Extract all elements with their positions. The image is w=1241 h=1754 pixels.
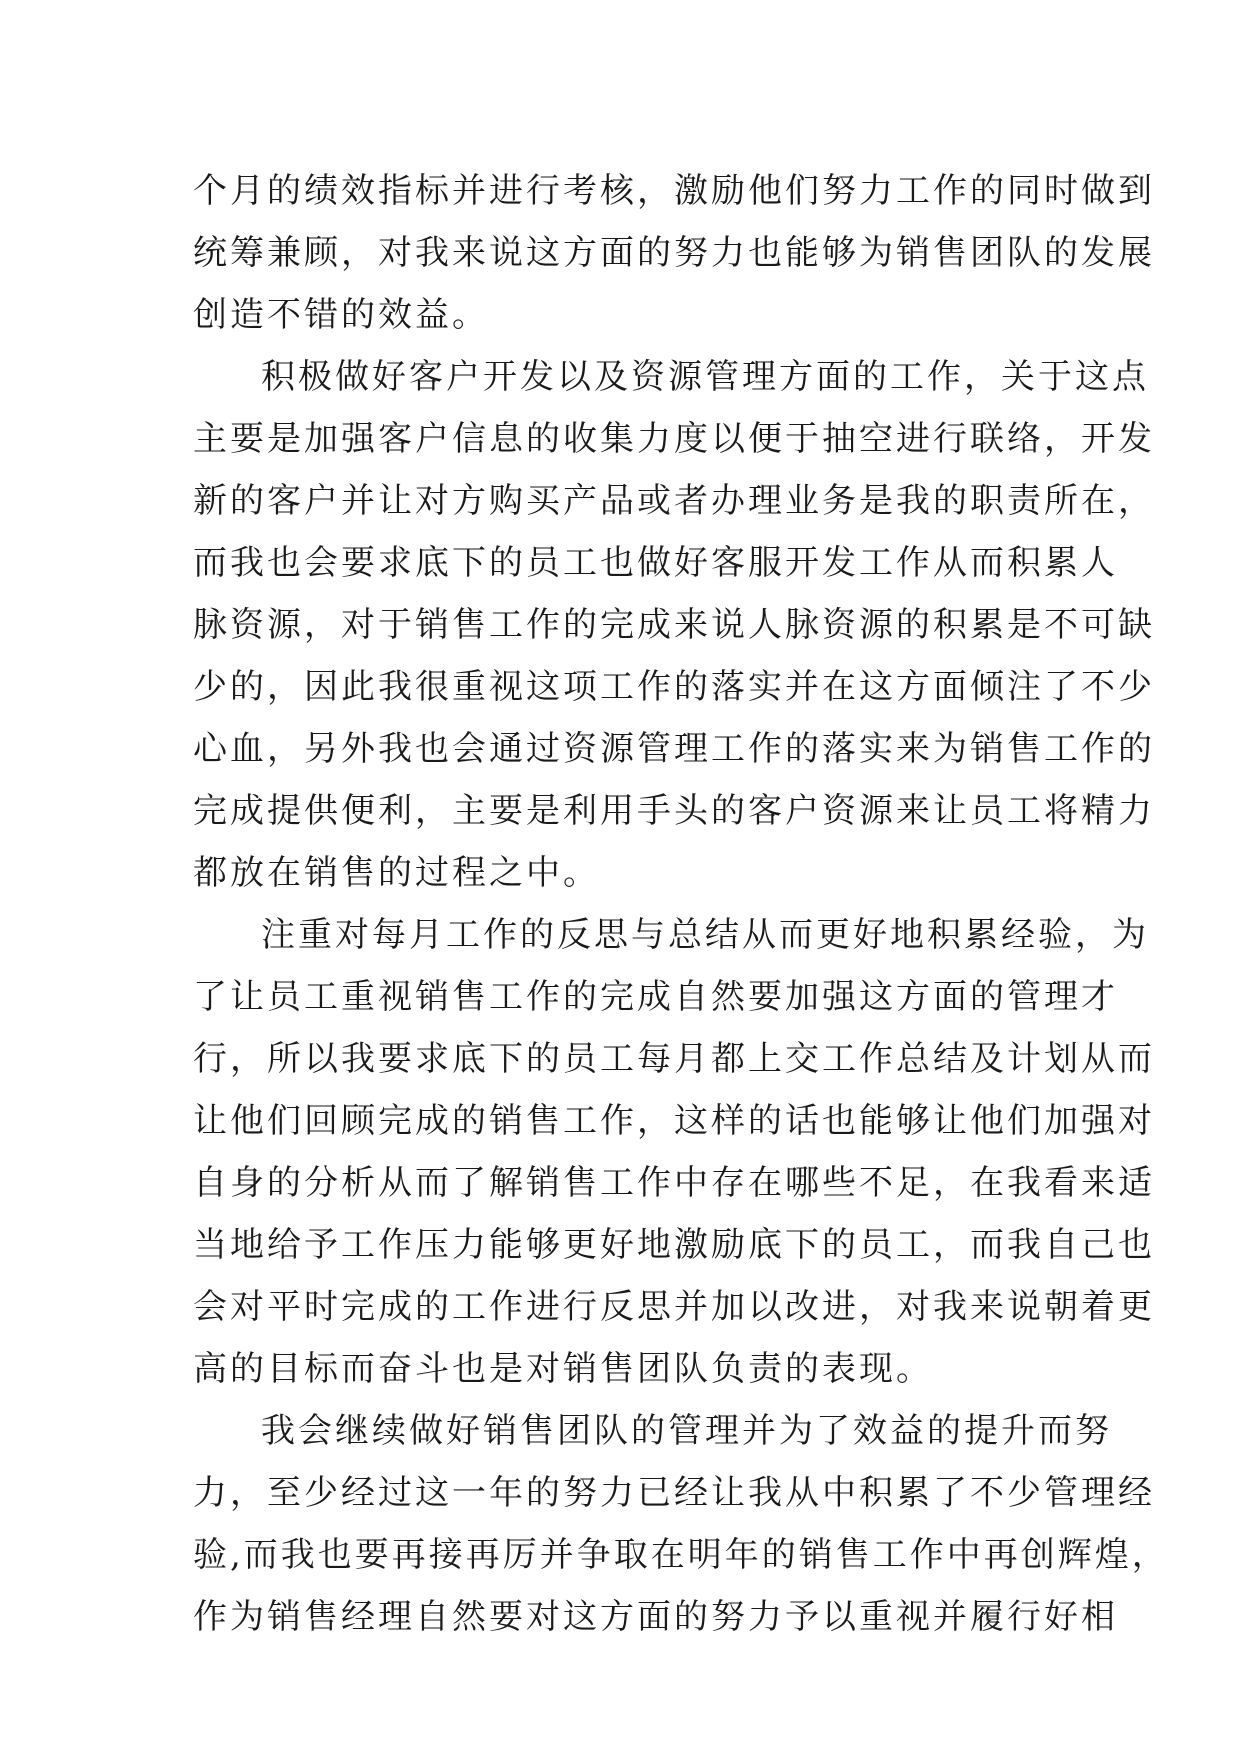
text-line: 注重对每月工作的反思与总结从而更好地积累经验，为 [261, 915, 1149, 955]
text-line: 新的客户并让对方购买产品或者办理业务是我的职责所在， [193, 481, 1155, 521]
paragraph-1 [193, 160, 1155, 346]
paragraph-3 [193, 904, 1155, 1400]
text-line: 完成提供便利，主要是利用手头的客户资源来让员工将精力 [193, 791, 1155, 831]
text-line: 少的，因此我很重视这项工作的落实并在这方面倾注了不少 [193, 667, 1155, 707]
text-line: 脉资源，对于销售工作的完成来说人脉资源的积累是不可缺 [193, 605, 1155, 645]
text-line: 作为销售经理自然要对这方面的努力予以重视并履行好相 [193, 1597, 1118, 1637]
paragraph-4 [193, 1400, 1169, 1648]
text-line: 让他们回顾完成的销售工作，这样的话也能够让他们加强对 [193, 1101, 1155, 1141]
text-line: 力，至少经过这一年的努力已经让我从中积累了不少管理经 [193, 1473, 1155, 1513]
text-line: 积极做好客户开发以及资源管理方面的工作，关于这点 [261, 357, 1149, 397]
text-line: 行，所以我要求底下的员工每月都上交工作总结及计划从而 [193, 1039, 1155, 1079]
paragraph-2 [193, 346, 1155, 904]
text-line: 当地给予工作压力能够更好地激励底下的员工，而我自己也 [193, 1225, 1155, 1265]
text-line: 创造不错的效益。 [193, 295, 489, 335]
text-line: 都放在销售的过程之中。 [193, 853, 600, 893]
text-line: 会对平时完成的工作进行反思并加以改进，对我来说朝着更 [193, 1287, 1155, 1327]
text-line: 个月的绩效指标并进行考核，激励他们努力工作的同时做到 [193, 171, 1155, 211]
text-line: 了让员工重视销售工作的完成自然要加强这方面的管理才 [193, 977, 1118, 1017]
text-line: 而我也会要求底下的员工也做好客服开发工作从而积累人 [193, 543, 1118, 583]
text-line: 自身的分析从而了解销售工作中存在哪些不足，在我看来适 [193, 1163, 1155, 1203]
text-line: 验,而我也要再接再厉并争取在明年的销售工作中再创辉煌， [193, 1535, 1169, 1575]
text-line: 主要是加强客户信息的收集力度以便于抽空进行联络，开发 [193, 419, 1155, 459]
text-line: 统筹兼顾，对我来说这方面的努力也能够为销售团队的发展 [193, 233, 1155, 273]
text-line: 心血，另外我也会通过资源管理工作的落实来为销售工作的 [193, 729, 1155, 769]
text-line: 高的目标而奋斗也是对销售团队负责的表现。 [193, 1349, 933, 1389]
document-body [193, 160, 1169, 1648]
text-line: 我会继续做好销售团队的管理并为了效益的提升而努 [261, 1411, 1112, 1451]
